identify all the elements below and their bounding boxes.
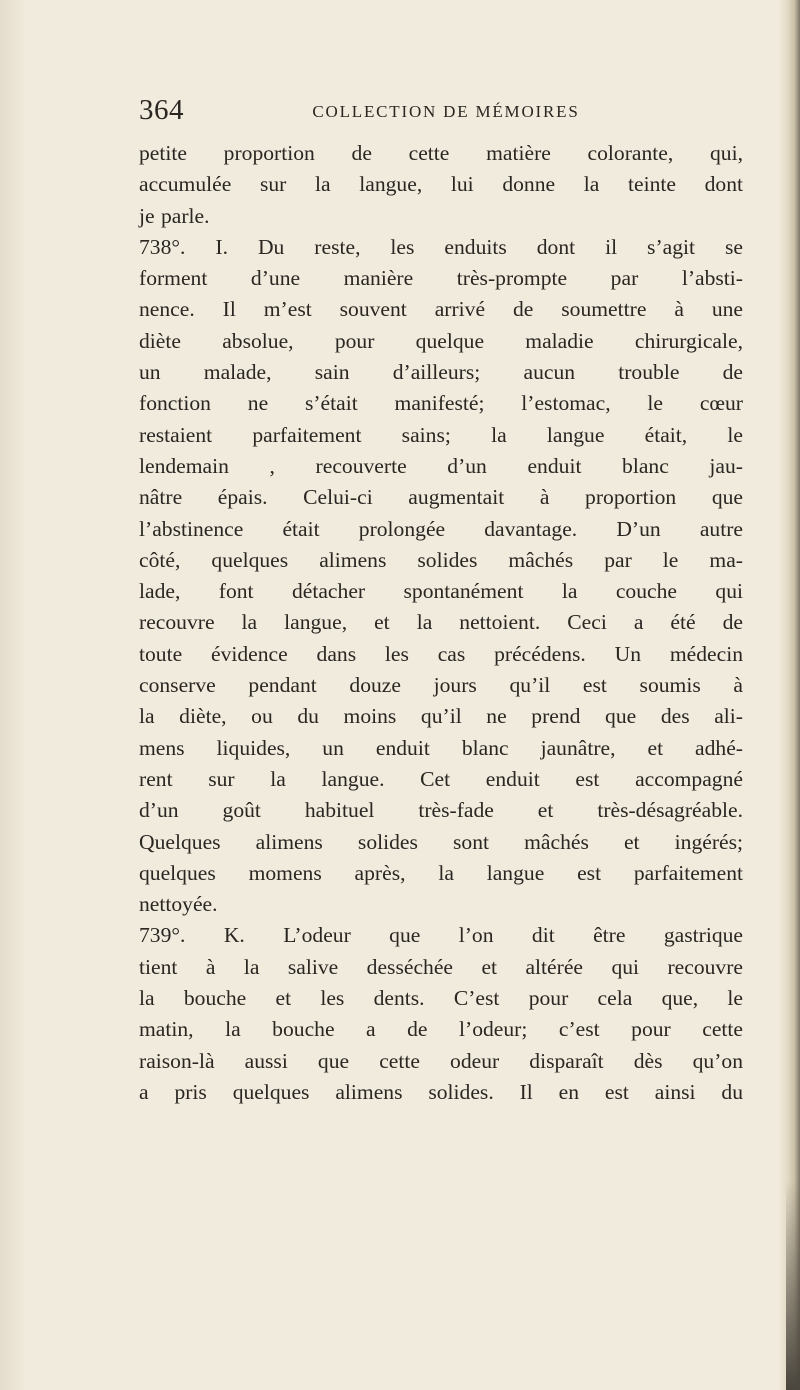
text-line: 739°. K. L’odeur que l’on dit être gastrique: [139, 923, 743, 948]
text-line: tient à la salive desséchée et altérée qui recouvre: [139, 954, 743, 979]
text-line: la diète, ou du moins qu’il ne prend que des ali-: [139, 704, 743, 729]
text-line: petite proportion de cette matière colorante, qui,: [139, 141, 743, 165]
text-line: forment d’une manière très-prompte par l’absti-: [139, 266, 743, 291]
text-line: diète absolue, pour quelque maladie chirurgicale,: [139, 328, 743, 353]
text-line: nence. Il m’est souvent arrivé de soumettre à une: [139, 297, 743, 322]
running-title: COLLECTION DE MÉMOIRES: [312, 102, 580, 121]
text-line: la bouche et les dents. C’est pour cela que, le: [139, 986, 743, 1011]
text-line: restaient parfaitement sains; la langue était, le: [139, 422, 743, 447]
text-line: mens liquides, un enduit blanc jaunâtre, et adhé-: [139, 735, 743, 760]
text-line: fonction ne s’était manifesté; l’estomac, le cœur: [139, 391, 743, 416]
text-line: 738°. I. Du reste, les enduits dont il s’agit se: [139, 234, 743, 259]
text-line: lade, font détacher spontanément la couche qui: [139, 579, 743, 604]
text-line: nettoyée.: [139, 892, 218, 917]
text-line: rent sur la langue. Cet enduit est accompagné: [139, 766, 743, 791]
text-line: a pris quelques alimens solides. Il en est ainsi du: [139, 1079, 743, 1104]
text-line: quelques momens après, la langue est parfaitement: [139, 860, 743, 885]
page-gutter-shadow: [0, 0, 26, 1390]
text-line: nâtre épais. Celui-ci augmentait à proportion que: [139, 485, 743, 510]
text-line: raison-là aussi que cette odeur disparaît dès qu’on: [139, 1048, 743, 1073]
book-page: [139, 92, 743, 1108]
page-corner-shadow: [786, 1180, 800, 1390]
text-line: d’un goût habituel très-fade et très-désagréable.: [139, 798, 743, 823]
text-line: un malade, sain d’ailleurs; aucun trouble de: [139, 360, 743, 385]
text-line: Quelques alimens solides sont mâchés et ingérés;: [139, 829, 743, 854]
text-line: conserve pendant douze jours qu’il est soumis à: [139, 673, 743, 698]
text-line: lendemain , recouverte d’un enduit blanc jau-: [139, 453, 743, 478]
text-line: recouvre la langue, et la nettoient. Ceci a été de: [139, 610, 743, 635]
text-line: toute évidence dans les cas précédens. Un médecin: [139, 641, 743, 666]
text-line: matin, la bouche a de l’odeur; c’est pour cette: [139, 1017, 743, 1042]
text-line: l’abstinence était prolongée davantage. D’un autre: [139, 516, 743, 541]
page-number: 364: [139, 94, 184, 126]
text-line: je parle.: [139, 203, 210, 228]
text-line: côté, quelques alimens solides mâchés par le ma-: [139, 547, 743, 572]
body-text: [139, 138, 743, 1108]
text-line: accumulée sur la langue, lui donne la teinte dont: [139, 172, 743, 197]
running-head: [139, 92, 743, 132]
